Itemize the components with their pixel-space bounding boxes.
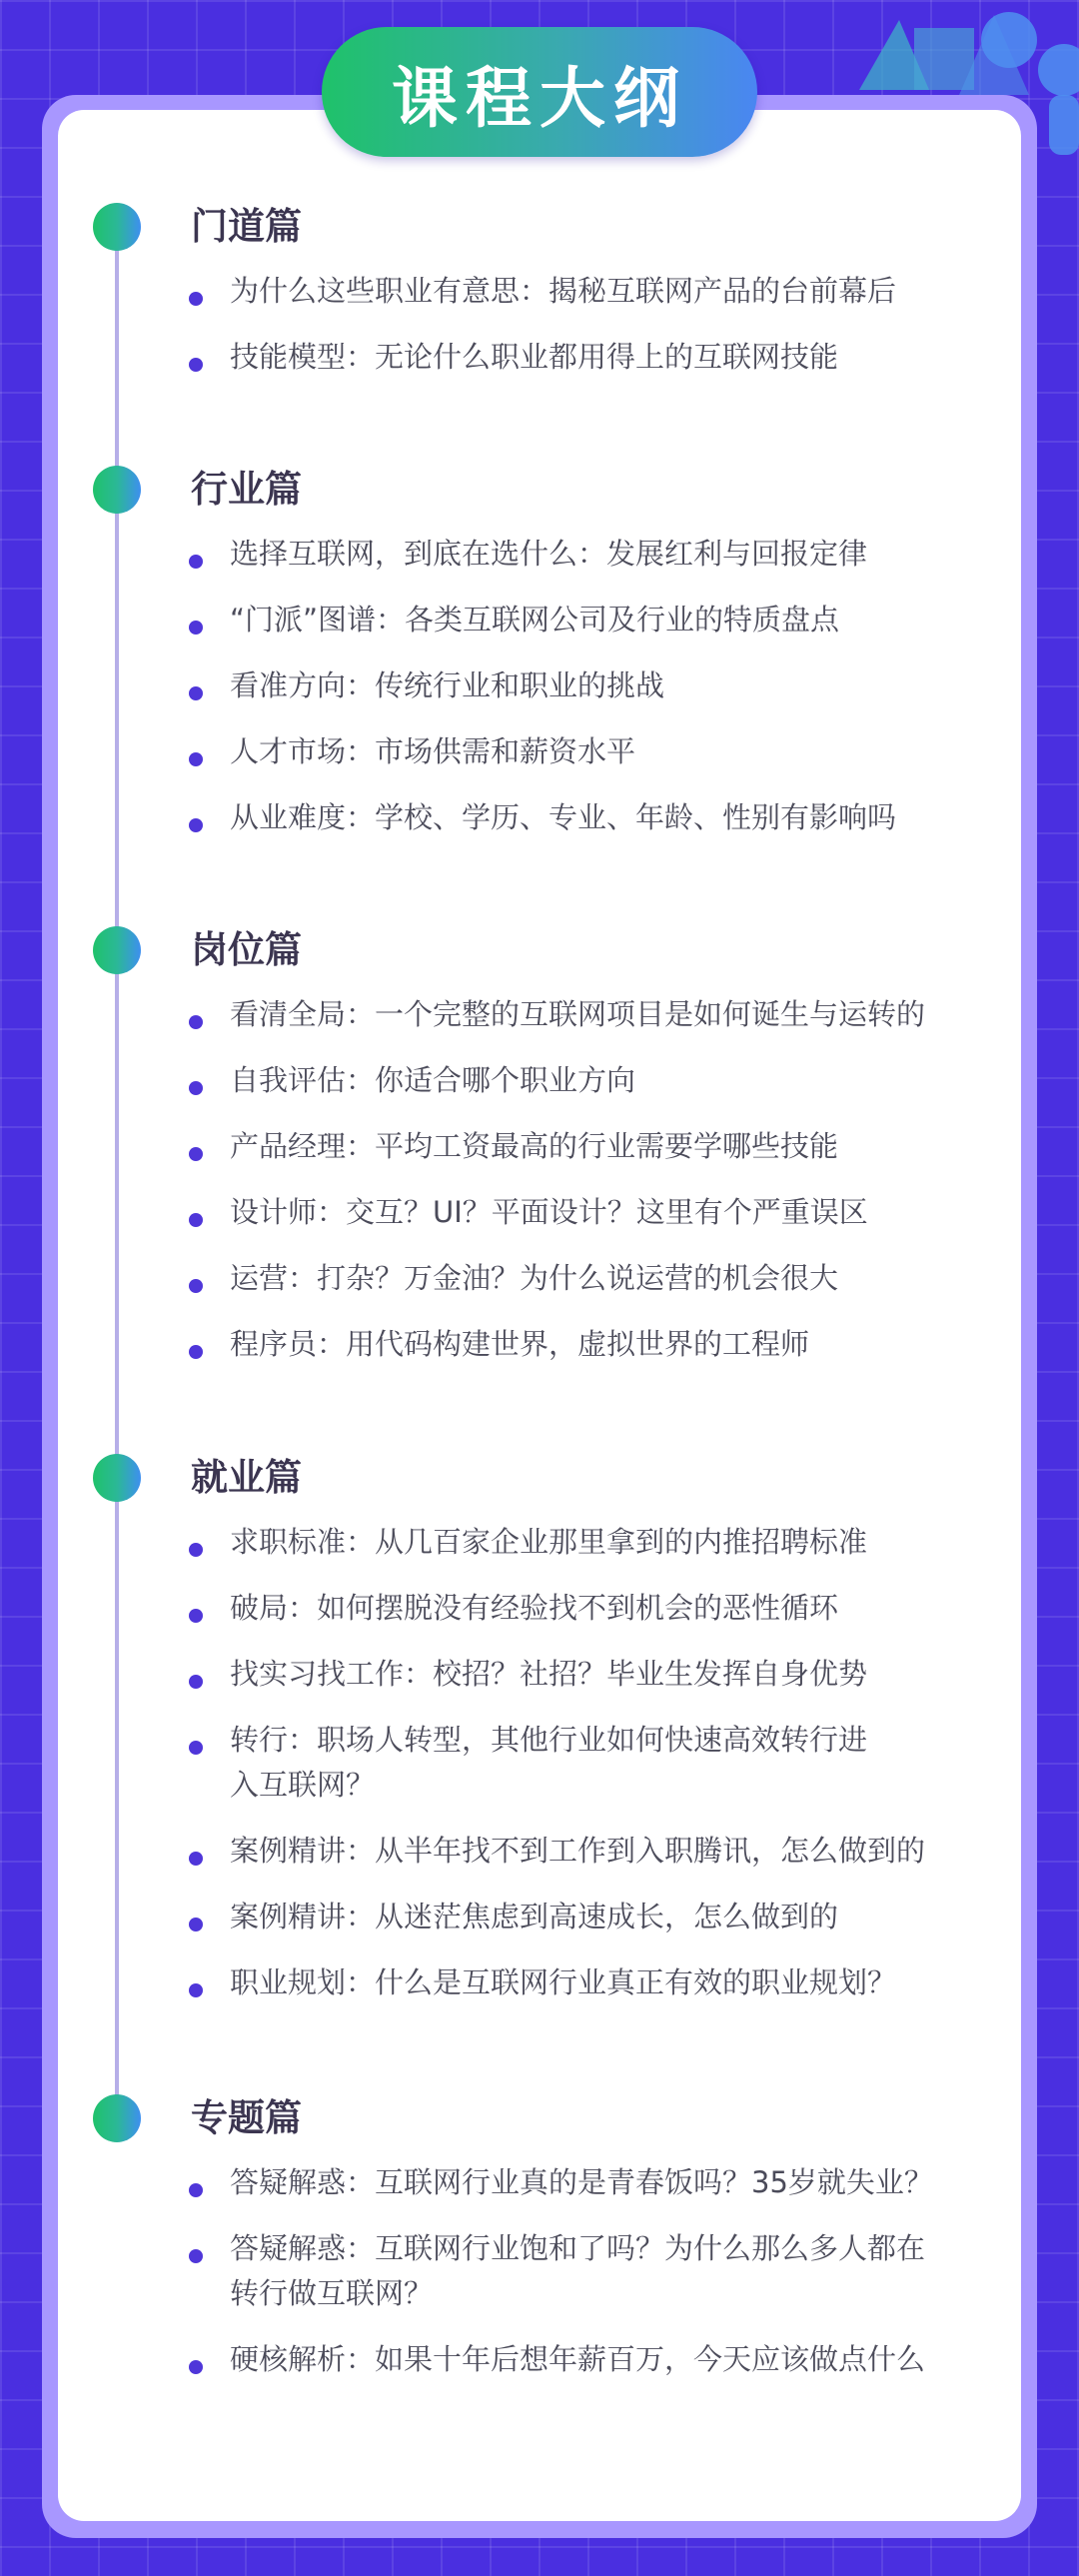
section-items — [0, 1520, 1079, 2026]
list-item: 破局：如何摆脱没有经验找不到机会的恶性循环 — [0, 1586, 1079, 1631]
timeline-dot — [93, 203, 141, 251]
bullet-icon — [189, 1675, 203, 1689]
bullet-icon — [189, 686, 203, 700]
bullet-icon — [189, 1015, 203, 1029]
bullet-icon — [189, 818, 203, 832]
section-items — [0, 2160, 1079, 2403]
list-item: 硬核解析：如果十年后想年薪百万，今天应该做点什么 — [0, 2337, 1079, 2382]
bullet-icon — [189, 2183, 203, 2197]
bullet-icon — [189, 2360, 203, 2374]
list-item: 转行：职场人转型，其他行业如何快速高效转行进入互联网？ — [0, 1718, 1079, 1808]
bullet-icon — [189, 752, 203, 766]
list-item: 为什么这些职业有意思：揭秘互联网产品的台前幕后 — [0, 269, 1079, 314]
bullet-icon — [189, 2249, 203, 2263]
list-item: 答疑解惑：互联网行业真的是青春饭吗？35岁就失业？ — [0, 2160, 1079, 2205]
section-title: 专题篇 — [191, 2096, 302, 2139]
bullet-icon — [189, 1983, 203, 1997]
list-item: 案例精讲：从迷茫焦虑到高速成长，怎么做到的 — [0, 1895, 1079, 1939]
bullet-icon — [189, 1852, 203, 1866]
bullet-icon — [189, 621, 203, 635]
bullet-icon — [189, 1543, 203, 1557]
list-item: 自我评估：你适合哪个职业方向 — [0, 1058, 1079, 1103]
section-title: 岗位篇 — [191, 928, 302, 971]
section-title: 门道篇 — [191, 205, 302, 248]
section-title: 就业篇 — [191, 1456, 302, 1499]
bullet-icon — [189, 1345, 203, 1359]
bullet-icon — [189, 292, 203, 306]
list-item: 选择互联网，到底在选什么：发展红利与回报定律 — [0, 532, 1079, 577]
bullet-icon — [189, 1081, 203, 1095]
timeline-dot — [93, 926, 141, 974]
bullet-icon — [189, 1609, 203, 1623]
bullet-icon — [189, 1147, 203, 1161]
section-items — [0, 992, 1079, 1388]
list-item: 找实习找工作：校招？社招？毕业生发挥自身优势 — [0, 1652, 1079, 1697]
list-item: 设计师：交互？UI？平面设计？这里有个严重误区 — [0, 1190, 1079, 1235]
list-item: 产品经理：平均工资最高的行业需要学哪些技能 — [0, 1124, 1079, 1169]
bullet-icon — [189, 1213, 203, 1227]
list-item: 看准方向：传统行业和职业的挑战 — [0, 663, 1079, 708]
list-item: 技能模型：无论什么职业都用得上的互联网技能 — [0, 335, 1079, 380]
list-item: 人才市场：市场供需和薪资水平 — [0, 729, 1079, 774]
bullet-icon — [189, 1279, 203, 1293]
list-item: 从业难度：学校、学历、专业、年龄、性别有影响吗 — [0, 795, 1079, 840]
bullet-icon — [189, 358, 203, 372]
list-item: 求职标准：从几百家企业那里拿到的内推招聘标准 — [0, 1520, 1079, 1565]
timeline-dot — [93, 466, 141, 514]
list-item: 程序员：用代码构建世界，虚拟世界的工程师 — [0, 1322, 1079, 1367]
list-item: 案例精讲：从半年找不到工作到入职腾讯，怎么做到的 — [0, 1829, 1079, 1874]
list-item: “门派”图谱：各类互联网公司及行业的特质盘点 — [0, 598, 1079, 643]
list-item: 答疑解惑：互联网行业饱和了吗？为什么那么多人都在转行做互联网？ — [0, 2226, 1079, 2316]
bullet-icon — [189, 1741, 203, 1755]
list-item: 看清全局：一个完整的互联网项目是如何诞生与运转的 — [0, 992, 1079, 1037]
bullet-icon — [189, 555, 203, 569]
section-items — [0, 269, 1079, 401]
section-title: 行业篇 — [191, 468, 302, 511]
page-title: 课程大纲 — [322, 27, 757, 157]
list-item: 职业规划：什么是互联网行业真正有效的职业规划？ — [0, 1960, 1079, 2005]
section-items — [0, 532, 1079, 861]
bullet-icon — [189, 1918, 203, 1932]
list-item: 运营：打杂？万金油？为什么说运营的机会很大 — [0, 1256, 1079, 1301]
timeline-dot — [93, 2094, 141, 2142]
timeline-dot — [93, 1454, 141, 1502]
